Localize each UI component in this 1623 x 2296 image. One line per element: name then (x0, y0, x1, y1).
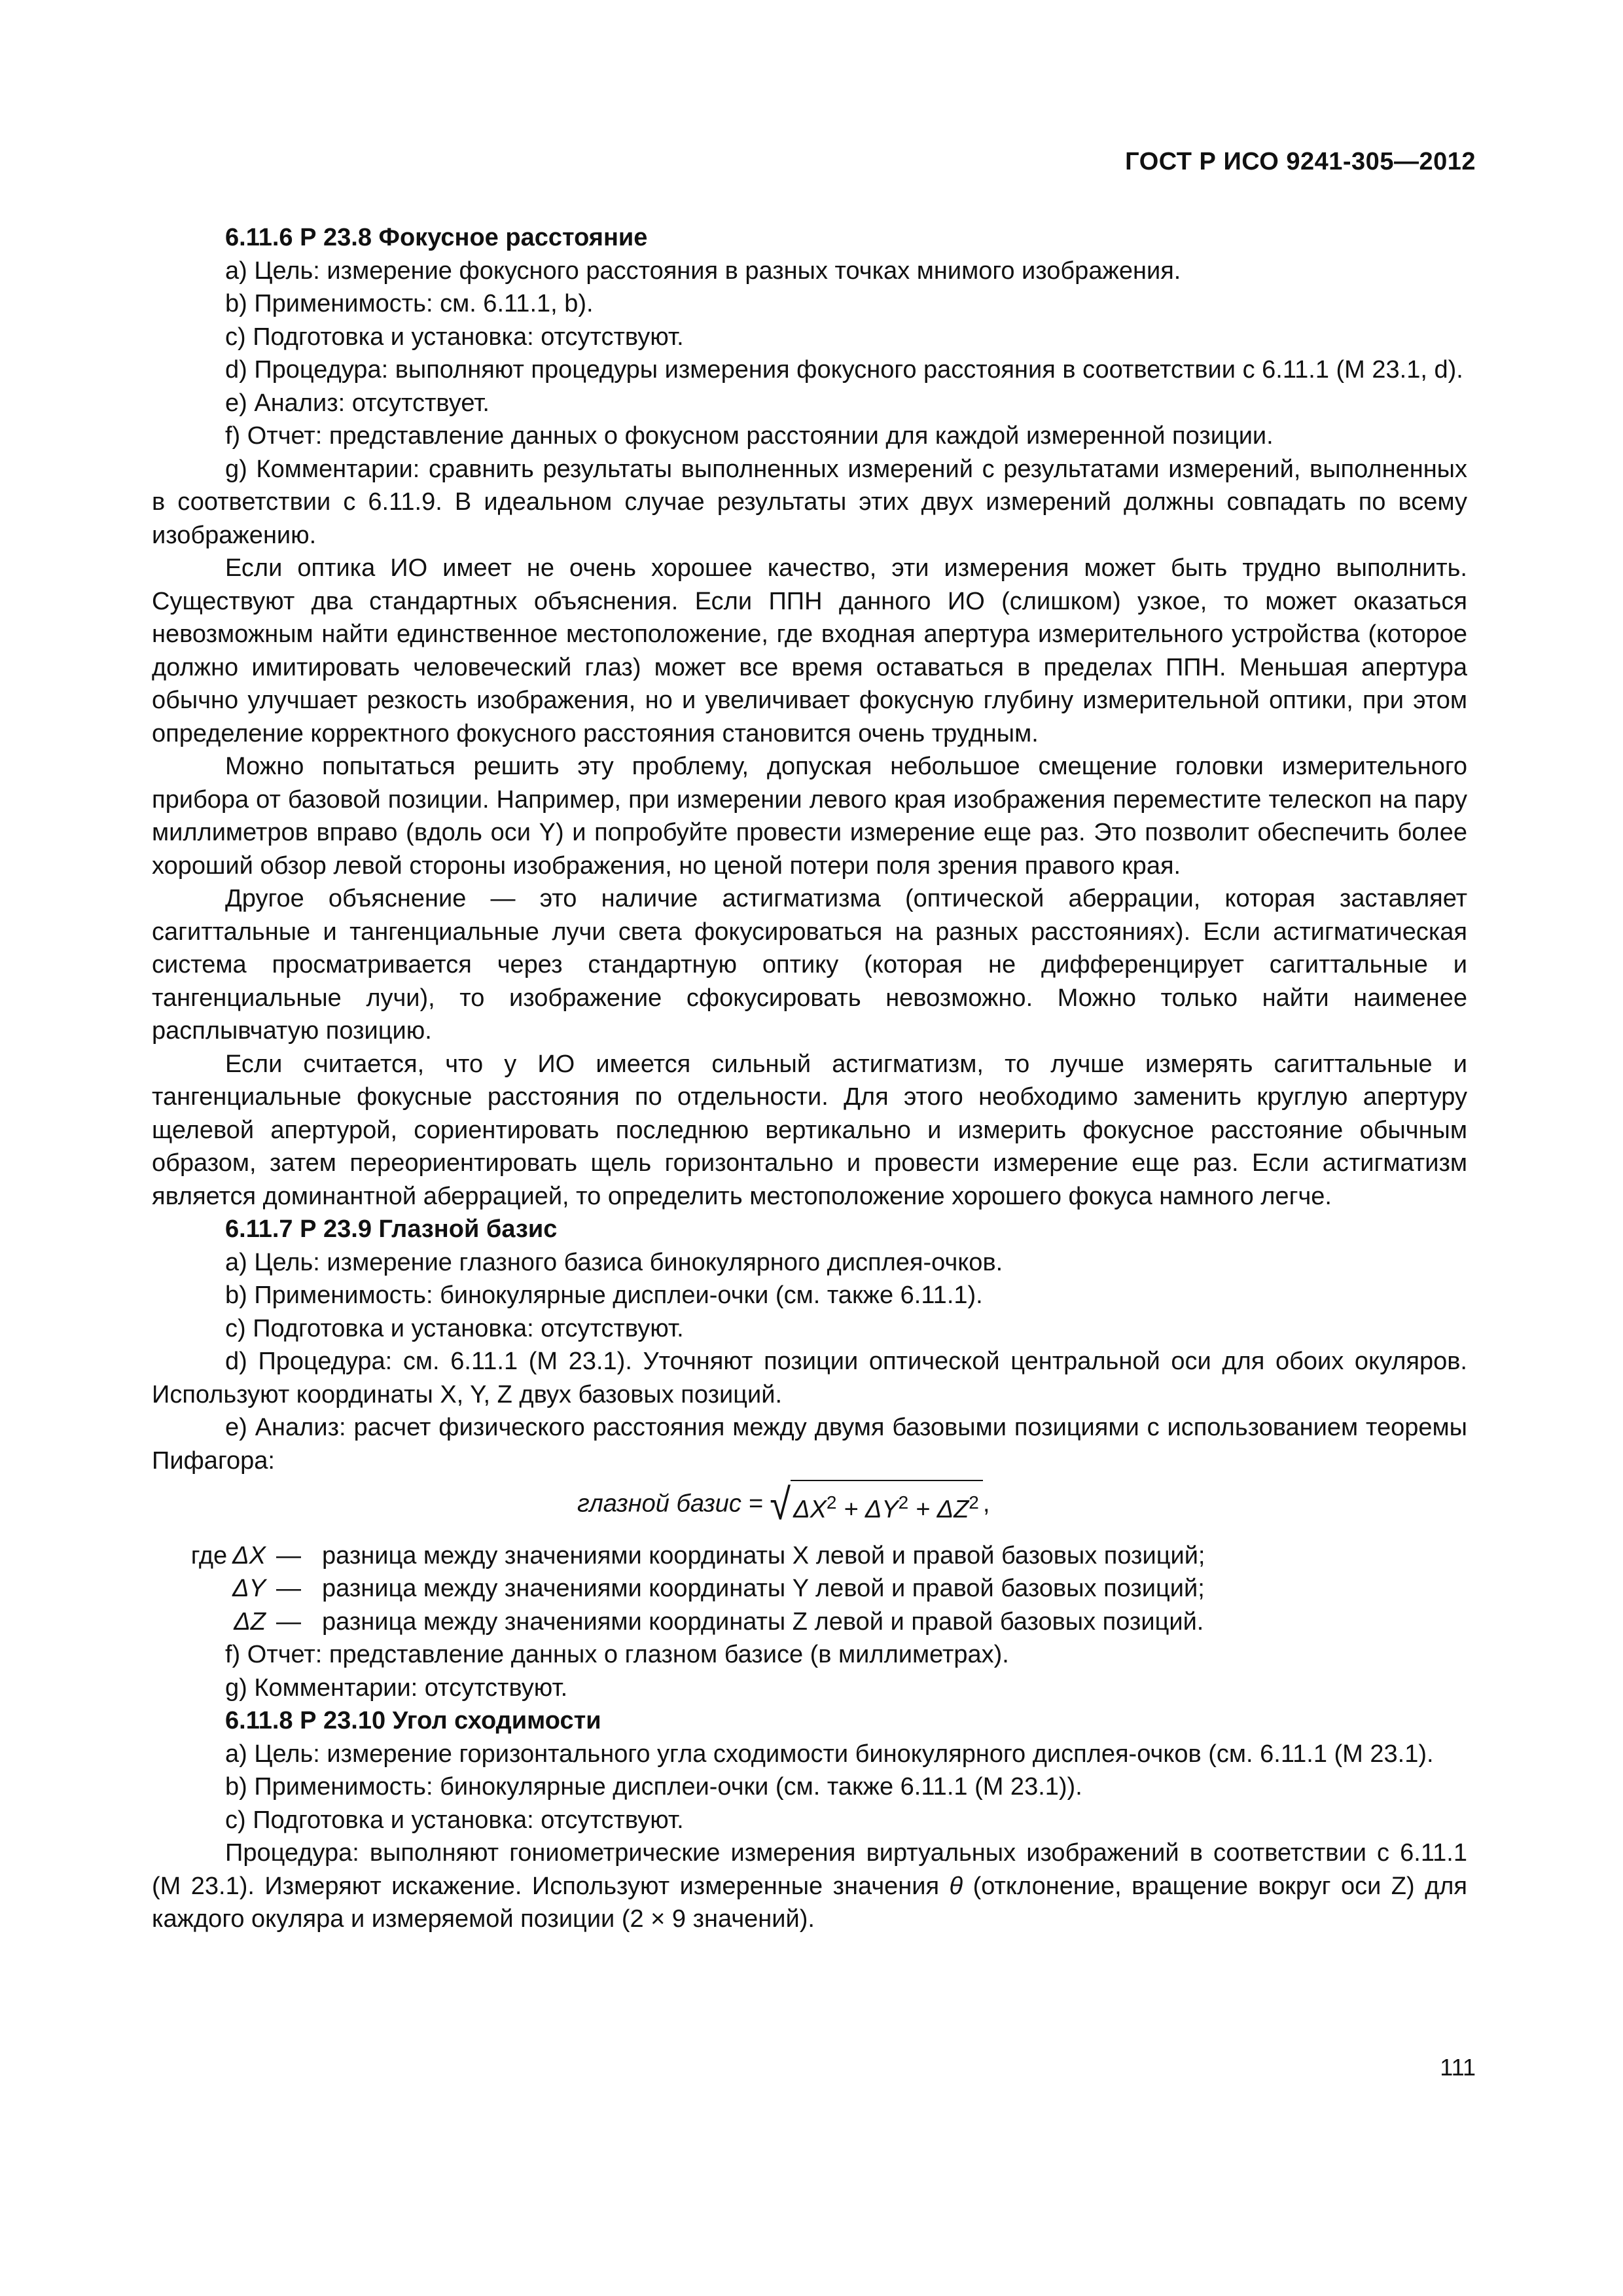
item-a-6-11-7: a) Цель: измерение глазного базиса бинокулярного дисплея-очков. (225, 1248, 1003, 1276)
where-term-dx (152, 1539, 276, 1573)
formula-exp-x: 2 (826, 1492, 837, 1513)
section-heading-6-11-8: 6.11.8 Р 23.10 Угол сходимости (225, 1707, 601, 1735)
paragraph-optics-quality: Если оптика ИО имеет не очень хорошее качество, эти измерения может быть трудно выполнить. Существуют два стандартных объяснения. Если ППН данного ИО (слишком) узкое, то может оказаться невозможным найти единственное местоположение, где входная апертура измерительного устройства (которое должно имитировать человеческий глаз) может все время оставаться в пределах ППН. Меньшая апертура обычно улучшает резкость изображения, но и увеличивает фокусную глубину измерительной оптики, при этом определение корректного фокусного расстояния становится очень трудным. (152, 554, 1467, 747)
formula-plus-2: + (915, 1496, 931, 1524)
item-c-6-11-8: c) Подготовка и установка: отсутствуют. (225, 1806, 684, 1834)
item-e-6-11-6: e) Анализ: отсутствует. (225, 389, 490, 417)
where-term-dy (152, 1572, 276, 1605)
where-symbol-dx: ΔX (232, 1541, 266, 1570)
formula-exp-z: 2 (969, 1492, 979, 1513)
formula-lhs: глазной базис = (577, 1490, 763, 1518)
where-dash-dx: — (276, 1541, 301, 1570)
formula-exp-y: 2 (898, 1492, 909, 1513)
where-term-dz (152, 1605, 276, 1639)
eye-base-formula (152, 1480, 1467, 1530)
where-symbol-dz: ΔZ (234, 1607, 266, 1636)
where-dash-dz: — (276, 1607, 301, 1636)
where-row-dx (152, 1539, 1467, 1573)
item-d-6-11-7: d) Процедура: см. 6.11.1 (М 23.1). Уточняют позиции оптической центральной оси для обоих окуляров. Используют координаты X, Y, Z двух базовых позиций. (152, 1348, 1467, 1408)
item-b-6-11-6: b) Применимость: см. 6.11.1, b). (225, 290, 594, 317)
where-desc-dx: разница между значениями координаты X левой и правой базовых позиций; (322, 1541, 1205, 1570)
procedure-text-end: (отклонение, вращение вокруг оси Z) для каждого окуляра и измеряемой позиции (2 × 9 значений). (152, 1872, 1467, 1933)
paragraph-strong-astigmatism: Если считается, что у ИО имеется сильный астигматизм, то лучше измерять сагиттальные и тангенциальные фокусные расстояния по отдельности. Для этого необходимо заменить круглую апертуру щелевой апертурой, сориентировать последнюю вертикально и измерить фокусное расстояние обычным образом, затем переориентировать щель горизонтально и провести измерение еще раз. Если астигматизм является доминантной аберрацией, то определить местоположение хорошего фокуса намного легче. (152, 1050, 1467, 1210)
document-body (152, 221, 1467, 1936)
where-dash-dy: — (276, 1575, 301, 1603)
item-g-6-11-7: g) Комментарии: отсутствуют. (225, 1674, 568, 1702)
formula-dz: ΔZ (936, 1496, 969, 1524)
where-label: где (190, 1541, 228, 1570)
sqrt-icon: √ (770, 1480, 791, 1530)
procedure-paragraph-6-11-8 (152, 1837, 1467, 1936)
where-desc-dz: разница между значениями координаты Z левой и правой базовых позиций. (322, 1607, 1204, 1636)
theta-symbol: θ (949, 1872, 963, 1900)
formula-dx: ΔX (793, 1496, 827, 1524)
where-desc-dy: разница между значениями координаты Y левой и правой базовых позиций; (322, 1575, 1205, 1603)
item-f-6-11-6: f) Отчет: представление данных о фокусном расстоянии для каждой измеренной позиции. (225, 422, 1274, 450)
item-d-6-11-6: d) Процедура: выполняют процедуры измерения фокусного расстояния в соответствии с 6.11.1 (М 23.1, d). (225, 356, 1463, 384)
item-b-6-11-8: b) Применимость: бинокулярные дисплеи-очки (см. также 6.11.1 (М 23.1)). (225, 1773, 1082, 1801)
section-heading-6-11-7: 6.11.7 Р 23.9 Глазной базис (225, 1215, 558, 1243)
where-row-dy (152, 1572, 1467, 1605)
formula-plus-1: + (844, 1496, 859, 1524)
formula-radicand (791, 1480, 983, 1530)
paragraph-astigmatism: Другое объяснение — это наличие астигматизма (оптической аберрации, которая заставляет сагиттальные и тангенциальные лучи света фокусироваться на разных расстояниях). Если астигматическая система просматривается через стандартную оптику (которая не дифференцирует сагиттальные и тангенциальные лучи), то изображение сфокусировать невозможно. Можно только найти наименее расплывчатую позицию. (152, 885, 1467, 1045)
item-e-6-11-7: e) Анализ: расчет физического расстояния между двумя базовыми позициями с использованием теоремы Пифагора: (152, 1414, 1467, 1475)
document-header-title: ГОСТ Р ИСО 9241-305—2012 (1125, 148, 1476, 175)
procedure-text-start: Процедура: выполняют гониометрические измерения виртуальных изображений в соответствии с 6.11.1 (М 23.1). Измеряют искажение. Используют измеренные значения (152, 1839, 1467, 1900)
formula-trailing-comma: , (982, 1490, 990, 1518)
paragraph-offset-solution: Можно попытаться решить эту проблему, допуская небольшое смещение головки измерительного прибора от базовой позиции. Например, при измерении левого края изображения переместите телескоп на пару миллиметров вправо (вдоль оси Y) и попробуйте провести измерение еще раз. Это позволит обеспечить более хороший обзор левой стороны изображения, но ценой потери поля зрения правого края. (152, 753, 1467, 880)
item-g-6-11-6: g) Комментарии: сравнить результаты выполненных измерений с результатами измерений, выполненных в соответствии с 6.11.9. В идеальном случае результаты этих двух измерений должны совпадать по всему изображению. (152, 455, 1467, 549)
where-row-dz (152, 1605, 1467, 1639)
square-root (770, 1480, 983, 1530)
page-number: 111 (1440, 2054, 1476, 2081)
item-c-6-11-6: c) Подготовка и установка: отсутствуют. (225, 323, 684, 351)
item-a-6-11-8: a) Цель: измерение горизонтального угла сходимости бинокулярного дисплея-очков (см. 6.11.1 (М 23.1). (225, 1740, 1434, 1768)
item-b-6-11-7: b) Применимость: бинокулярные дисплеи-очки (см. также 6.11.1). (225, 1282, 983, 1309)
where-symbol-dy: ΔY (232, 1575, 266, 1603)
item-a-6-11-6: a) Цель: измерение фокусного расстояния в разных точках мнимого изображения. (225, 257, 1181, 285)
item-c-6-11-7: c) Подготовка и установка: отсутствуют. (225, 1314, 684, 1342)
section-heading-6-11-6: 6.11.6 Р 23.8 Фокусное расстояние (225, 224, 648, 251)
formula-dy: ΔY (865, 1496, 899, 1524)
item-f-6-11-7: f) Отчет: представление данных о глазном базисе (в миллиметрах). (225, 1641, 1009, 1669)
